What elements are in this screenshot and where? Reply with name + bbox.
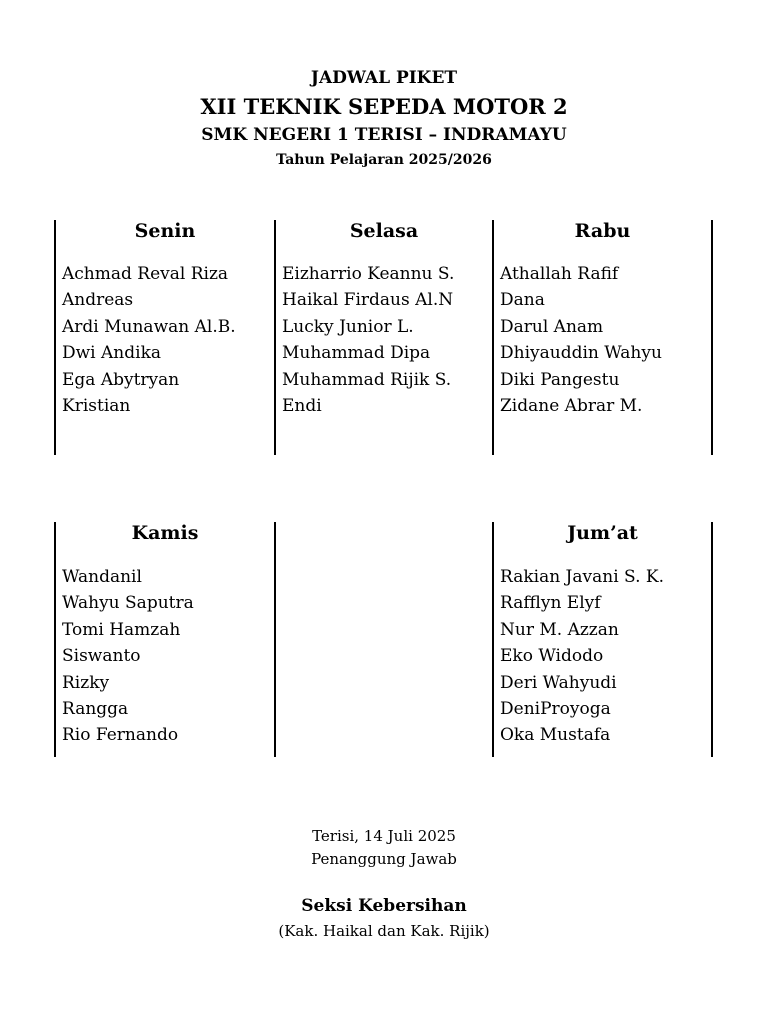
list-item: Diki Pangestu xyxy=(500,369,620,390)
list-item: Siswanto xyxy=(62,646,141,667)
list-item: Deri Wahyudi xyxy=(500,672,617,693)
list-item: Eko Widodo xyxy=(500,646,604,667)
list-item: DeniProyoga xyxy=(500,698,611,719)
list-item: Rio Fernando xyxy=(62,725,179,746)
name-list xyxy=(500,261,662,419)
day-heading: Selasa xyxy=(349,220,419,242)
list-item: Dana xyxy=(500,290,545,311)
document-title: JADWAL PIKET xyxy=(310,68,458,88)
list-item: Muhammad Rijik S. xyxy=(282,369,452,390)
academic-year: Tahun Pelajaran 2025/2026 xyxy=(276,152,492,168)
list-item: Tomi Hamzah xyxy=(62,619,181,640)
schedule-column-tuesday xyxy=(276,220,492,455)
list-item: Rafflyn Elyf xyxy=(500,593,601,614)
list-item: Darul Anam xyxy=(500,316,604,337)
list-item: Haikal Firdaus Al.N xyxy=(282,290,454,311)
school-name: SMK NEGERI 1 TERISI – INDRAMAYU xyxy=(201,125,567,145)
list-item: Lucky Junior L. xyxy=(282,316,414,337)
signatory-persons: (Kak. Haikal dan Kak. Rijik) xyxy=(278,922,490,940)
list-item: Endi xyxy=(282,395,322,416)
list-item: Kristian xyxy=(62,395,131,416)
place-date: Terisi, 14 Juli 2025 xyxy=(312,827,456,845)
list-item: Ega Abytryan xyxy=(62,369,180,390)
column-divider xyxy=(711,220,713,455)
list-item: Ardi Munawan Al.B. xyxy=(62,316,236,337)
name-list xyxy=(500,564,664,749)
schedule-column-thursday xyxy=(56,522,274,757)
list-item: Eizharrio Keannu S. xyxy=(282,264,455,284)
list-item: Rizky xyxy=(62,672,110,693)
schedule-column-wednesday xyxy=(494,220,711,455)
list-item: Muhammad Dipa xyxy=(282,343,431,364)
list-item: Wahyu Saputra xyxy=(62,593,194,614)
list-item: Dwi Andika xyxy=(62,343,162,364)
day-heading: Jum’at xyxy=(567,522,638,544)
name-list xyxy=(282,261,454,419)
name-list xyxy=(62,261,236,419)
day-heading: Rabu xyxy=(574,220,631,242)
list-item: Zidane Abrar M. xyxy=(500,395,643,416)
list-item: Andreas xyxy=(62,290,134,311)
list-item: Nur M. Azzan xyxy=(500,619,619,640)
schedule-column-friday xyxy=(494,522,711,757)
day-heading: Kamis xyxy=(131,522,199,544)
name-list xyxy=(62,564,194,749)
list-item: Dhiyauddin Wahyu xyxy=(500,343,662,364)
column-divider xyxy=(274,522,276,757)
list-item: Rangga xyxy=(62,698,129,719)
signatory-section: Seksi Kebersihan xyxy=(301,896,467,916)
schedule-column-monday xyxy=(56,220,274,455)
class-name: XII TEKNIK SEPEDA MOTOR 2 xyxy=(200,94,568,119)
list-item: Rakian Javani S. K. xyxy=(500,567,664,587)
list-item: Wandanil xyxy=(62,567,142,587)
day-heading: Senin xyxy=(134,220,196,242)
signatory-role: Penanggung Jawab xyxy=(311,850,457,868)
list-item: Athallah Rafif xyxy=(500,264,619,284)
column-divider xyxy=(711,522,713,757)
list-item: Achmad Reval Riza xyxy=(62,264,229,284)
list-item: Oka Mustafa xyxy=(500,725,611,746)
